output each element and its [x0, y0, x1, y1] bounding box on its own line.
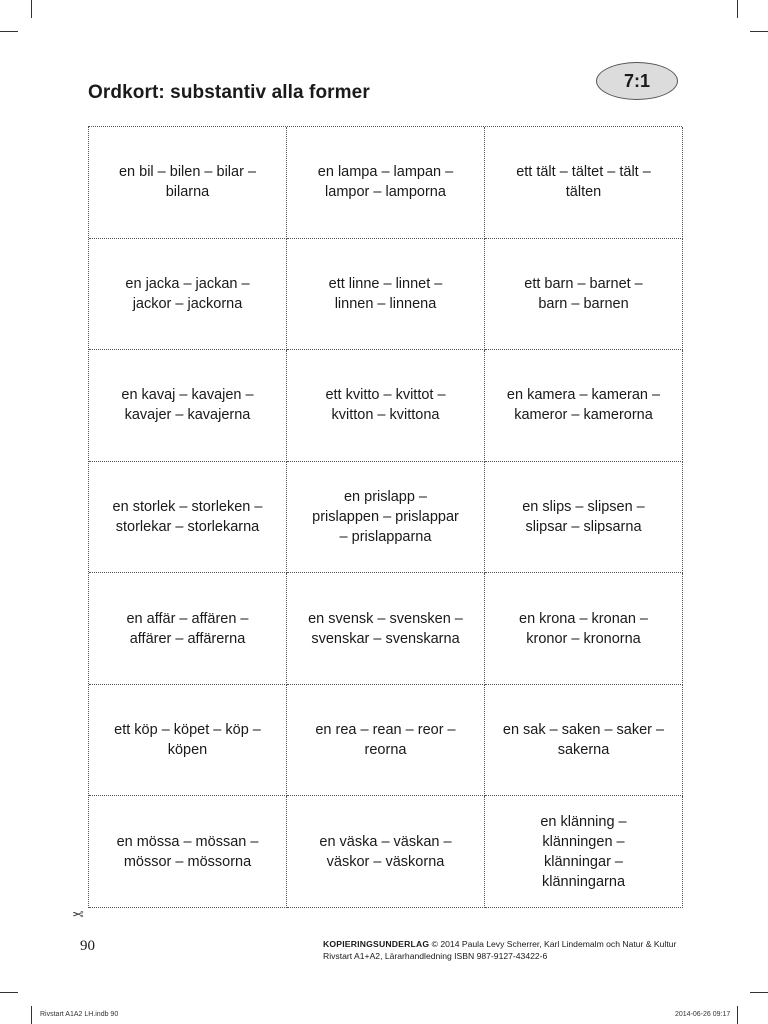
word-card-line: en väska – väskan – [319, 833, 452, 850]
word-card-line: kameror – kamerorna [514, 407, 653, 424]
word-card-line: klänningarna [541, 873, 626, 890]
page-number: 90 [80, 938, 95, 954]
copyright-label: KOPIERINGSUNDERLAG [323, 939, 430, 949]
word-card-line: en storlek – storleken – [112, 498, 263, 515]
word-card [89, 127, 287, 239]
word-card [89, 350, 287, 462]
crop-mark [0, 31, 18, 32]
word-card-line: ett köp – köpet – köp – [114, 722, 261, 739]
word-card-line: barn – barnen [538, 295, 629, 312]
word-card [287, 462, 485, 574]
word-card-line: bilarna [165, 184, 210, 201]
word-card-line: en kavaj – kavajen – [121, 387, 254, 404]
word-card-line: en kamera – kameran – [506, 387, 661, 404]
word-card-line: reorna [364, 742, 407, 759]
word-card [89, 573, 287, 685]
crop-mark [737, 0, 738, 18]
word-card [485, 573, 683, 685]
word-card-line: sakerna [557, 742, 610, 759]
word-card-line: ett barn – barnet – [524, 275, 643, 292]
word-card-line: väskor – väskorna [326, 853, 445, 870]
word-card-line: ett kvitto – kvittot – [325, 387, 446, 404]
word-card [287, 573, 485, 685]
word-card-grid [88, 126, 682, 908]
crop-mark [750, 992, 768, 993]
word-card-line: en klänning – [540, 813, 627, 830]
word-card-line: kavajer – kavajerna [124, 407, 251, 424]
word-card-line: en prislapp – [343, 488, 427, 505]
crop-mark [31, 1006, 32, 1024]
crop-mark [737, 1006, 738, 1024]
word-card [485, 462, 683, 574]
word-card-line: storlekar – storlekarna [115, 518, 260, 535]
word-card-line: ett tält – tältet – tält – [516, 164, 651, 181]
word-card [287, 685, 485, 797]
copyright-notice [323, 938, 683, 962]
word-card [89, 685, 287, 797]
copyright-text: © 2014 Paula Levy Scherrer, Karl Lindemalm och Natur & Kultur [431, 939, 677, 949]
word-card-line: linnen – linnena [334, 295, 437, 312]
word-card-line: en affär – affären – [126, 610, 249, 627]
word-card-line: en slips – slipsen – [522, 498, 645, 515]
word-card-line: klänningar – [543, 853, 623, 870]
word-card-line: kronor – kronorna [526, 630, 641, 647]
word-card [485, 127, 683, 239]
crop-mark [31, 0, 32, 18]
word-card-line: en rea – rean – reor – [315, 722, 456, 739]
word-card [287, 796, 485, 908]
book-info: Rivstart A1+A2, Lärarhandledning ISBN 987-9127-43422-6 [323, 951, 548, 961]
word-card-line: ett linne – linnet – [328, 275, 443, 292]
word-card-line: en mössa – mössan – [116, 833, 259, 850]
word-card-line: klänningen – [542, 833, 625, 850]
page-title: Ordkort: substantiv alla former [88, 82, 370, 103]
word-card [89, 239, 287, 351]
word-card-line: slipsar – slipsarna [525, 518, 642, 535]
word-card [89, 796, 287, 908]
word-card [485, 239, 683, 351]
word-card-line: prislappen – prislappar [312, 508, 459, 525]
word-card-line: en svensk – svensken – [308, 610, 463, 627]
word-card-line: en sak – saken – saker – [502, 722, 665, 739]
scissors-icon: ✂ [72, 906, 84, 922]
section-badge: 7:1 [596, 62, 678, 100]
word-card [485, 350, 683, 462]
crop-mark [750, 31, 768, 32]
word-card-line: en krona – kronan – [519, 610, 648, 627]
word-card [287, 127, 485, 239]
word-card-line: en jacka – jackan – [125, 275, 250, 292]
word-card-line: affärer – affärerna [129, 630, 246, 647]
print-slug-file: Rivstart A1A2 LH.indb 90 [40, 1011, 119, 1018]
word-card-line: mössor – mössorna [123, 853, 252, 870]
word-card [89, 462, 287, 574]
word-card-line: köpen [167, 742, 208, 759]
word-card-line: kvitton – kvittona [331, 407, 440, 424]
word-card-line: en lampa – lampan – [317, 164, 454, 181]
word-card-line: – prislapparna [339, 528, 432, 545]
word-card-line: lampor – lamporna [325, 184, 446, 201]
crop-mark [0, 992, 18, 993]
word-card-line: en bil – bilen – bilar – [118, 164, 257, 181]
word-card-line: jackor – jackorna [132, 295, 243, 312]
word-card [485, 796, 683, 908]
word-card-line: svenskar – svenskarna [311, 630, 460, 647]
word-card [287, 350, 485, 462]
print-slug-date: 2014-06-26 09:17 [675, 1011, 731, 1018]
word-card [485, 685, 683, 797]
word-card-line: tälten [565, 184, 602, 201]
word-card [287, 239, 485, 351]
